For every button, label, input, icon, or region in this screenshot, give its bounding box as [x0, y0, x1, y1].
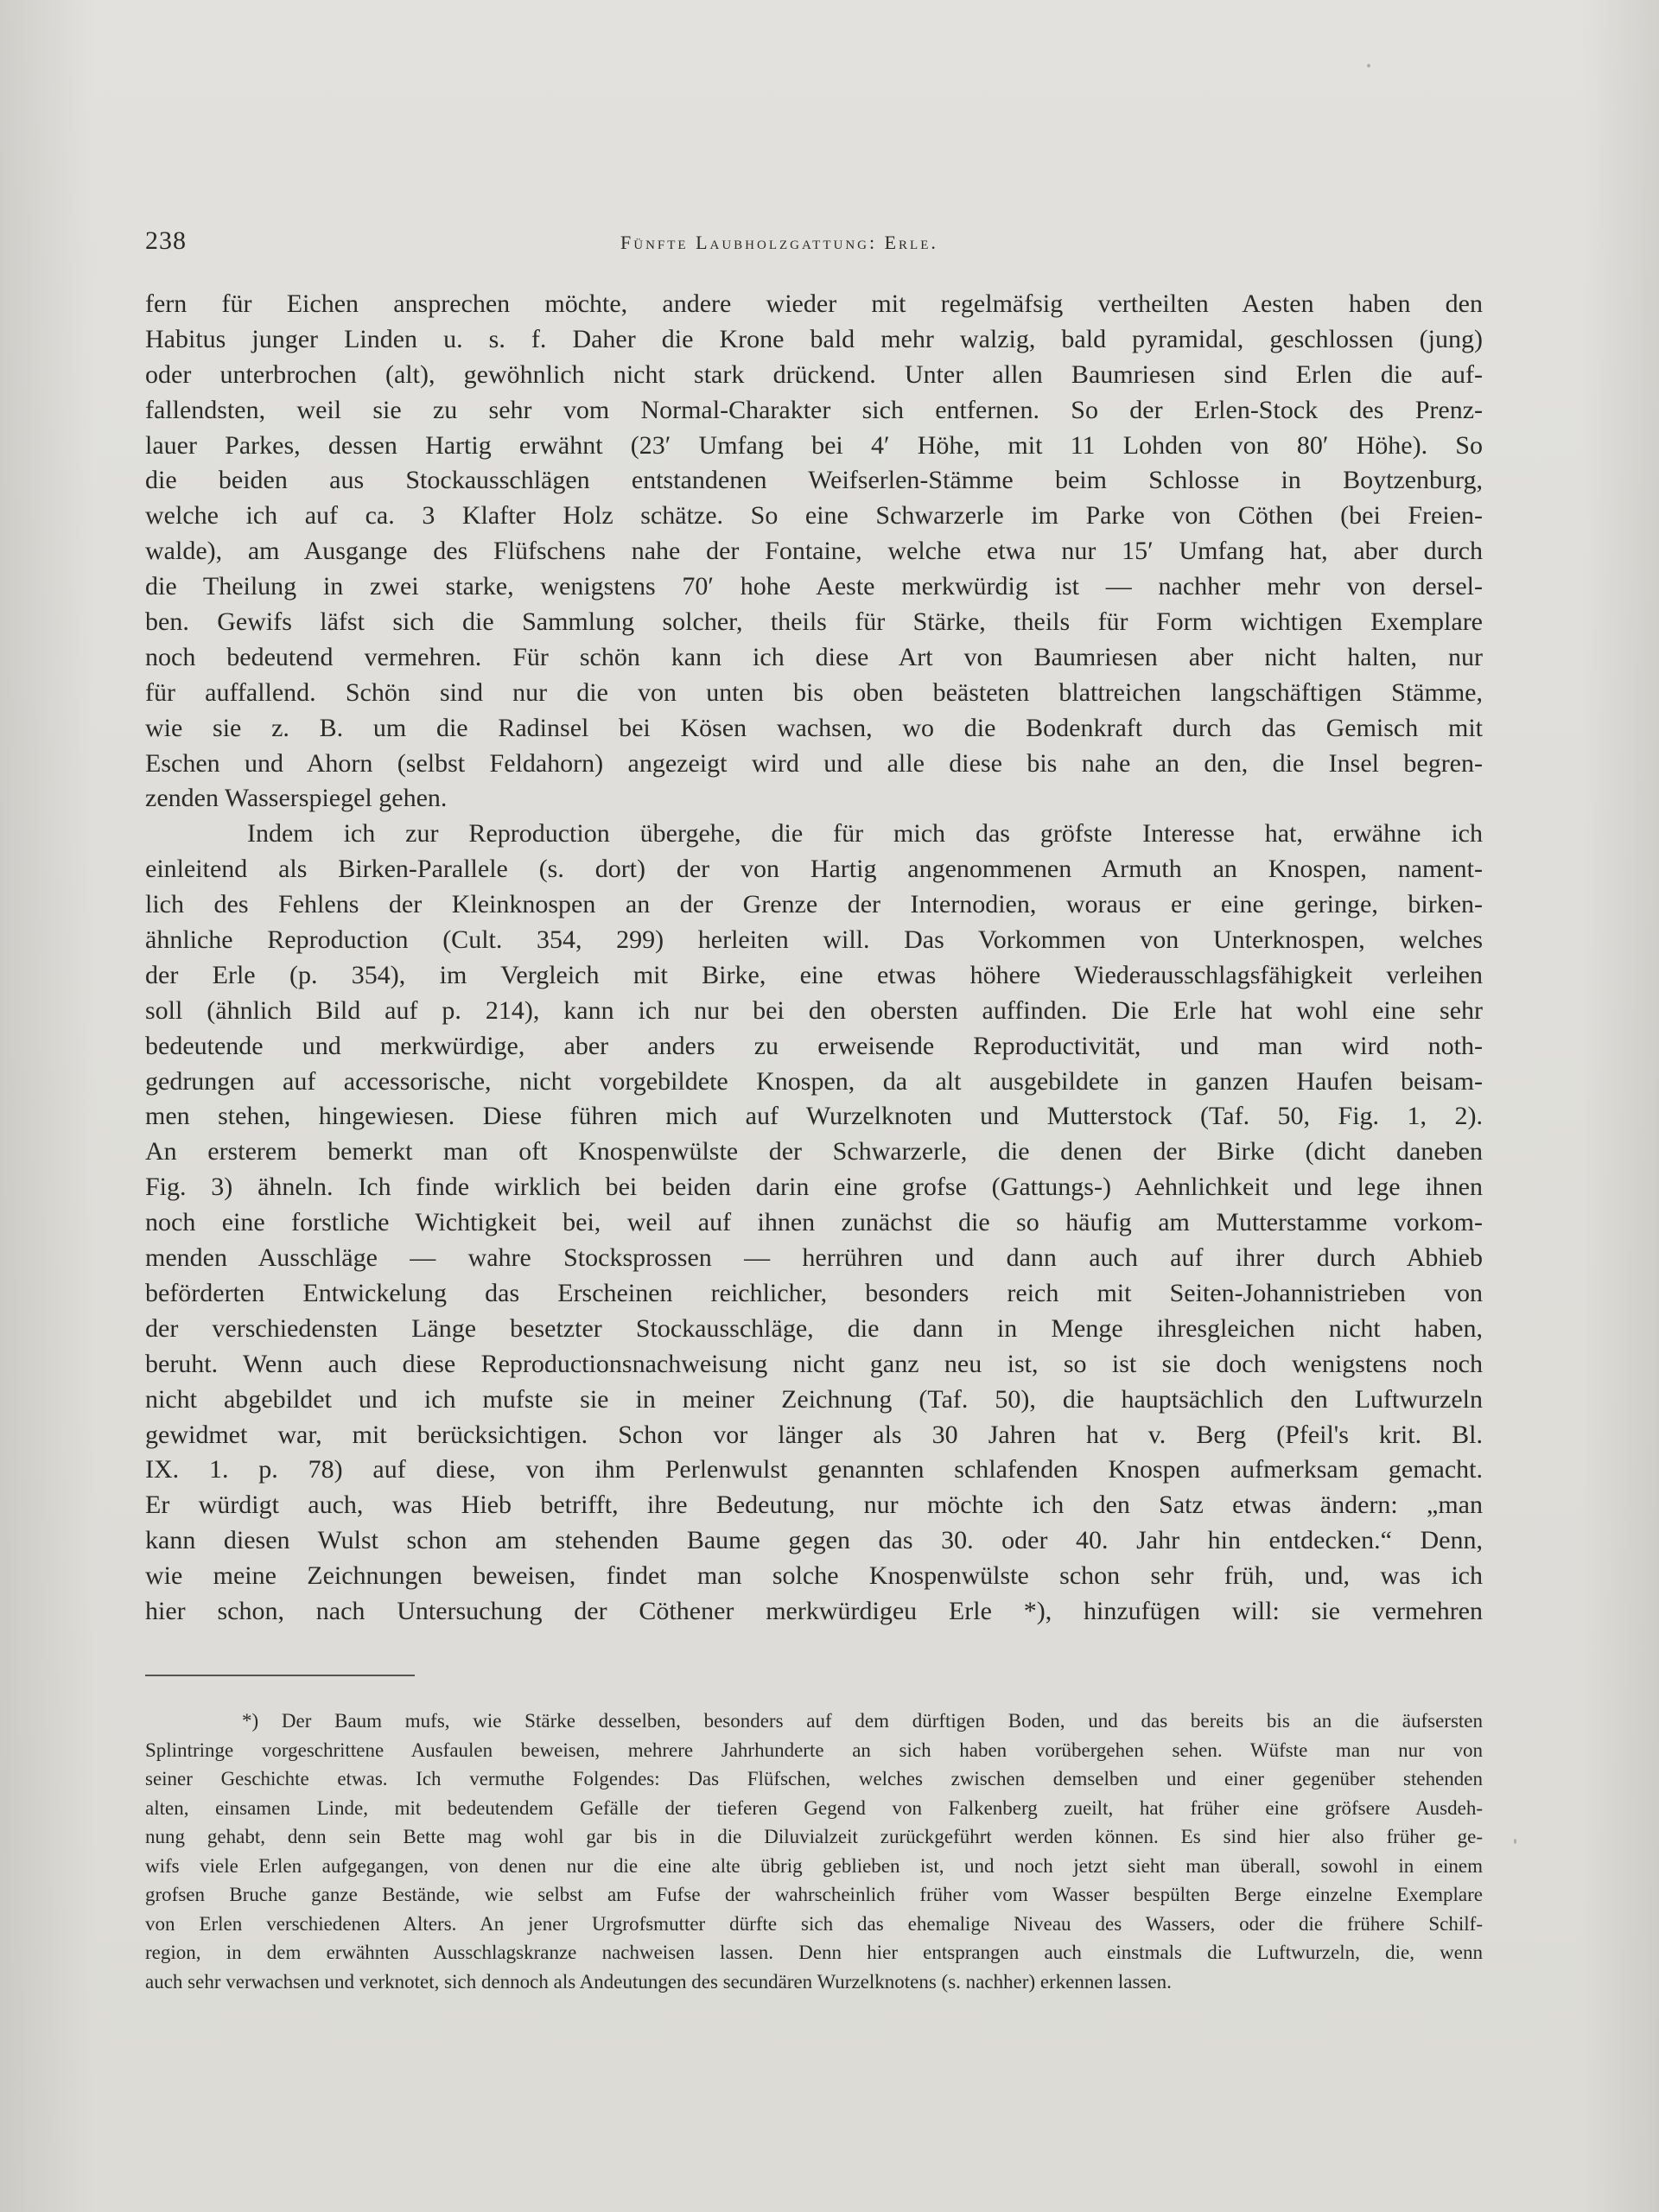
body-line: der Erle (p. 354), im Vergleich mit Birke, eine etwas höhere Wiederausschlagsfähigkeit verleihen: [145, 960, 1483, 989]
footnote-line: auch sehr verwachsen und verknotet, sich dennoch als Andeutungen des secundären Wurzelknotens (s. nachher) erkennen lassen.: [145, 1970, 1172, 1993]
body-line: für auffallend. Schön sind nur die von unten bis oben beästeten blattreichen langschäftigen Stämme,: [145, 677, 1483, 707]
body-line: hier schon, nach Untersuchung der Cöthener merkwürdigeu Erle *), hinzufügen will: sie vermehren: [145, 1596, 1483, 1625]
body-line: fern für Eichen ansprechen möchte, andere wieder mit regelmäfsig vertheilten Aesten haben den: [145, 289, 1483, 318]
footnote-line: alten, einsamen Linde, mit bedeutendem Gefälle der tieferen Gegend von Falkenberg zueilt, hat früher eine gröfsere Ausdeh-: [145, 1796, 1483, 1819]
body-line: welche ich auf ca. 3 Klafter Holz schätze. So eine Schwarzerle im Parke von Cöthen (bei Freien-: [145, 501, 1483, 531]
body-line: noch eine forstliche Wichtigkeit bei, weil auf ihnen zunächst die so häufig am Mutterstamme vorkom-: [145, 1208, 1483, 1237]
body-line: einleitend als Birken-Parallele (s. dort) der von Hartig angenommenen Armuth an Knospen, nament-: [145, 855, 1483, 884]
footnote-line: seiner Geschichte etwas. Ich vermuthe Folgendes: Das Flüfschen, welches zwischen demselben und einer gegenüber stehenden: [145, 1768, 1483, 1789]
scan-speck: [1367, 64, 1370, 67]
body-line: soll (ähnlich Bild auf p. 214), kann ich nur bei den obersten auffinden. Die Erle hat wohl eine sehr: [145, 995, 1483, 1025]
page-edge-shadow-left: [0, 0, 95, 2212]
body-line: Fig. 3) ähneln. Ich finde wirklich bei beiden darin eine grofse (Gattungs-) Aehnlichkeit und lege ihnen: [145, 1173, 1483, 1202]
body-line: kann diesen Wulst schon am stehenden Baume gegen das 30. oder 40. Jahr hin entdecken.“ Denn,: [145, 1526, 1483, 1555]
page-number: 238: [145, 226, 187, 255]
paragraph-end-line: zenden Wasserspiegel gehen.: [145, 784, 448, 813]
footnote-line: von Erlen verschiedenen Alters. An jener Urgrofsmutter dürfte sich das ehemalige Niveau des Wassers, oder die frühere Schilf-: [145, 1912, 1483, 1935]
body-line: bedeutende und merkwürdige, aber anders zu erweisende Reproductivität, und man wird noth-: [145, 1031, 1483, 1060]
body-line: ben. Gewifs läfst sich die Sammlung solcher, theils für Stärke, theils für Form wichtigen Exemplare: [145, 607, 1483, 637]
body-line: nicht abgebildet und ich mufste sie in meiner Zeichnung (Taf. 50), die hauptsächlich den Luftwurzeln: [145, 1384, 1483, 1414]
body-line: ähnliche Reproduction (Cult. 354, 299) herleiten will. Das Vorkommen von Unterknospen, welches: [145, 925, 1483, 955]
footnote-line: Splintringe vorgeschrittene Ausfaulen beweisen, mehrere Jahrhunderte an sich haben vorübergehen sehen. Wüfste man nur von: [145, 1738, 1483, 1761]
footnote-line: nung gehabt, denn sein Bette mag wohl gar bis in die Diluvialzeit zurückgeführt werden können. Es sind hier also früher ge-: [145, 1826, 1483, 1847]
body-line: IX. 1. p. 78) auf diese, von ihm Perlenwulst genannten schlafenden Knospen aufmerksam gemacht.: [145, 1455, 1483, 1484]
body-line: Eschen und Ahorn (selbst Feldahorn) angezeigt wird und alle diese bis nahe an den, die Insel begren-: [145, 748, 1483, 778]
body-line: fallendsten, weil sie zu sehr vom Normal-Charakter sich entfernen. So der Erlen-Stock des Prenz-: [145, 395, 1483, 424]
body-line: menden Ausschläge — wahre Stocksprossen — herrühren und dann auch auf ihrer durch Abhieb: [145, 1243, 1483, 1273]
body-line: lich des Fehlens der Kleinknospen an der Grenze der Internodien, woraus er eine geringe, birken-: [145, 890, 1483, 919]
footnote-line: wifs viele Erlen aufgegangen, von denen nur die eine alte übrig geblieben ist, und noch jetzt sieht man überall, sowohl in einem: [145, 1854, 1483, 1877]
body-line: men stehen, hingewiesen. Diese führen mich auf Wurzelknoten und Mutterstock (Taf. 50, Fig. 1, 2).: [145, 1102, 1483, 1131]
running-head: [145, 226, 1484, 261]
paragraph-start-line: Indem ich zur Reproduction übergehe, die für mich das gröfste Interesse hat, erwähne ich: [247, 819, 1483, 849]
footnote-line: *) Der Baum mufs, wie Stärke desselben, besonders auf dem dürftigen Boden, und das bereits bis an die äufsersten: [242, 1710, 1483, 1732]
body-line: die beiden aus Stockausschlägen entstandenen Weifserlen-Stämme beim Schlosse in Boytzenburg,: [145, 466, 1483, 495]
body-line: beförderten Entwickelung das Erscheinen reichlicher, besonders reich mit Seiten-Johannistrieben von: [145, 1278, 1483, 1307]
footnote-line: grofsen Bruche ganze Bestände, wie selbst am Fufse der wahrscheinlich früher vom Wasser bespülten Berge einzelne Exemplare: [145, 1884, 1483, 1905]
body-line: gedrungen auf accessorische, nicht vorgebildete Knospen, da alt ausgebildete in ganzen Haufen beisam-: [145, 1066, 1483, 1096]
page-edge-shadow-right: [1581, 0, 1659, 2212]
body-line: Habitus junger Linden u. s. f. Daher die Krone bald mehr walzig, bald pyramidal, geschlossen (jung): [145, 324, 1483, 353]
body-line: die Theilung in zwei starke, wenigstens 70′ hohe Aeste merkwürdig ist — nachher mehr von dersel-: [145, 572, 1483, 601]
body-line: walde), am Ausgange des Flüfschens nahe der Fontaine, welche etwa nur 15′ Umfang hat, aber durch: [145, 537, 1483, 566]
body-line: An ersterem bemerkt man oft Knospenwülste der Schwarzerle, die denen der Birke (dicht daneben: [145, 1137, 1483, 1166]
body-line: beruht. Wenn auch diese Reproductionsnachweisung nicht ganz neu ist, so ist sie doch wenigstens noch: [145, 1349, 1483, 1378]
body-line: wie sie z. B. um die Radinsel bei Kösen wachsen, wo die Bodenkraft durch das Gemisch mit: [145, 713, 1483, 742]
footnote-line: region, in dem erwähnten Ausschlagskranze nachweisen lassen. Denn hier entsprangen auch einstmals die Luftwurzeln, die, wenn: [145, 1942, 1483, 1963]
body-line: gewidmet war, mit berücksichtigen. Schon vor länger als 30 Jahren hat v. Berg (Pfeil's krit. Bl.: [145, 1420, 1483, 1449]
footnote: [145, 1707, 1483, 1996]
body-line: Er würdigt auch, was Hieb betrifft, ihre Bedeutung, nur möchte ich den Satz etwas ändern: „man: [145, 1491, 1483, 1520]
running-title: Fünfte Laubholzgattung: Erle.: [620, 232, 938, 253]
body-line: oder unterbrochen (alt), gewöhnlich nicht stark drückend. Unter allen Baumriesen sind Erlen die auf-: [145, 359, 1483, 389]
footnote-separator: [145, 1675, 415, 1676]
body-text: [145, 287, 1483, 1630]
scan-speck: [1514, 1839, 1516, 1844]
body-line: noch bedeutend vermehren. Für schön kann ich diese Art von Baumriesen aber nicht halten, nur: [145, 642, 1483, 671]
body-line: lauer Parkes, dessen Hartig erwähnt (23′ Umfang bei 4′ Höhe, mit 11 Lohden von 80′ Höhe). So: [145, 430, 1483, 460]
body-line: der verschiedensten Länge besetzter Stockausschläge, die dann in Menge ihresgleichen nicht haben,: [145, 1313, 1483, 1343]
body-line: wie meine Zeichnungen beweisen, findet man solche Knospenwülste schon sehr früh, und, was ich: [145, 1561, 1483, 1591]
